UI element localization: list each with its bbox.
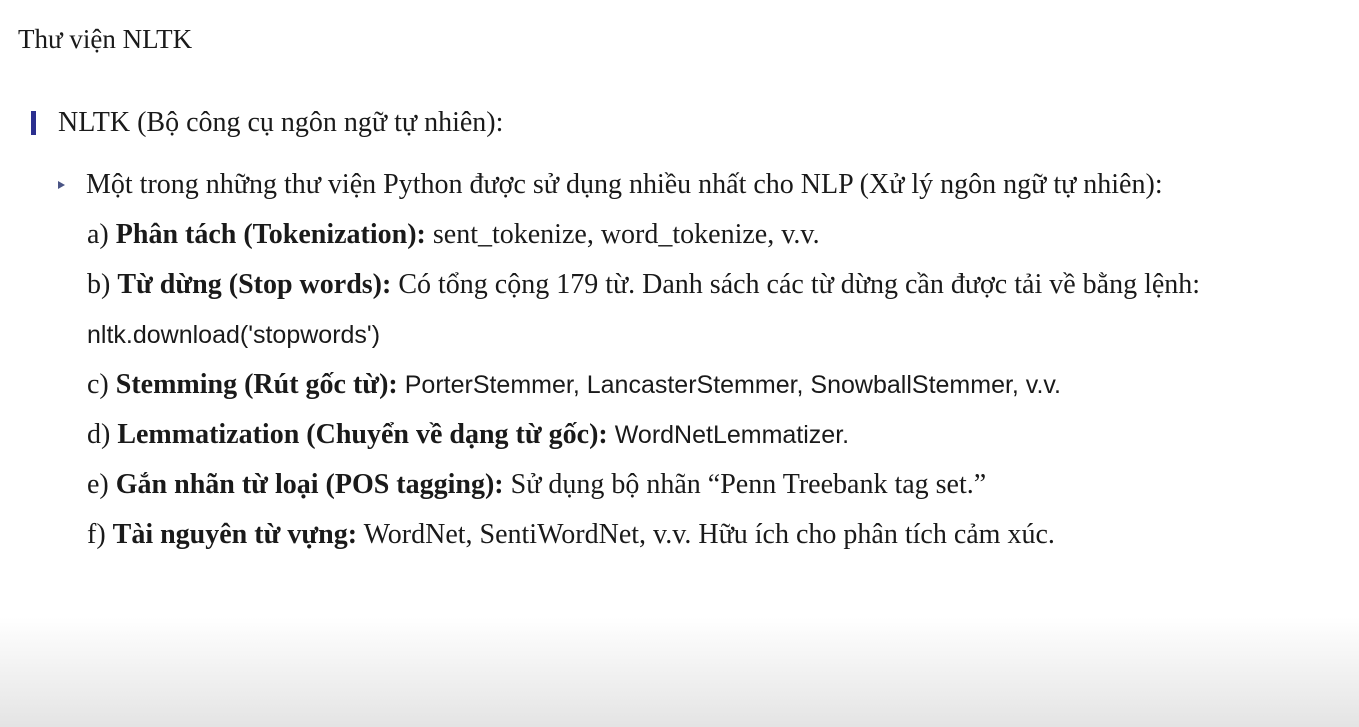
list-item-pos-tagging: [87, 468, 986, 502]
list-item-tokenization: [87, 218, 820, 252]
item-label: Từ dừng (Stop words):: [117, 269, 392, 300]
item-text: sent_tokenize, word_tokenize, v.v.: [425, 219, 820, 250]
main-bullet: [58, 168, 1163, 202]
item-text: Sử dụng bộ nhãn “Penn Treebank tag set.”: [503, 469, 987, 500]
heading-text: NLTK (Bộ công cụ ngôn ngữ tự nhiên):: [58, 107, 504, 138]
item-label: Tài nguyên từ vựng:: [112, 519, 358, 550]
heading-accent-bar: [31, 111, 36, 135]
item-prefix: f): [87, 519, 113, 550]
item-prefix: b): [87, 269, 118, 300]
item-prefix: c): [87, 369, 116, 400]
item-prefix: e): [87, 469, 116, 500]
list-item-stopwords: [87, 268, 1200, 302]
triangle-bullet-icon: [58, 181, 65, 189]
command-text: nltk.download('stopwords'): [87, 321, 381, 349]
item-label: Lemmatization (Chuyển về dạng từ gốc):: [117, 419, 608, 450]
item-text: Có tổng cộng 179 từ. Danh sách các từ dừng cần được tải về bằng lệnh:: [391, 269, 1201, 300]
bottom-fade: [0, 617, 1359, 727]
list-item-lexical-resources: [87, 518, 1055, 552]
item-text: WordNetLemmatizer.: [614, 421, 850, 449]
bullet-text: Một trong những thư viện Python được sử dụng nhiều nhất cho NLP (Xử lý ngôn ngữ tự nhiên):: [86, 169, 1163, 200]
item-prefix: a): [87, 219, 116, 250]
section-heading: [31, 106, 503, 140]
list-item-lemmatization: [87, 418, 849, 452]
item-prefix: d): [87, 419, 118, 450]
item-text: WordNet, SentiWordNet, v.v. Hữu ích cho phân tích cảm xúc.: [357, 519, 1055, 550]
slide-title: Thư viện NLTK: [18, 24, 193, 54]
item-text: PorterStemmer, LancasterStemmer, SnowballStemmer, v.v.: [404, 371, 1061, 399]
list-item-stemming: [87, 368, 1061, 402]
item-label: Phân tách (Tokenization):: [115, 219, 426, 250]
list-item-command: [87, 318, 380, 352]
item-label: Gắn nhãn từ loại (POS tagging):: [115, 469, 504, 500]
item-label: Stemming (Rút gốc từ):: [115, 369, 398, 400]
